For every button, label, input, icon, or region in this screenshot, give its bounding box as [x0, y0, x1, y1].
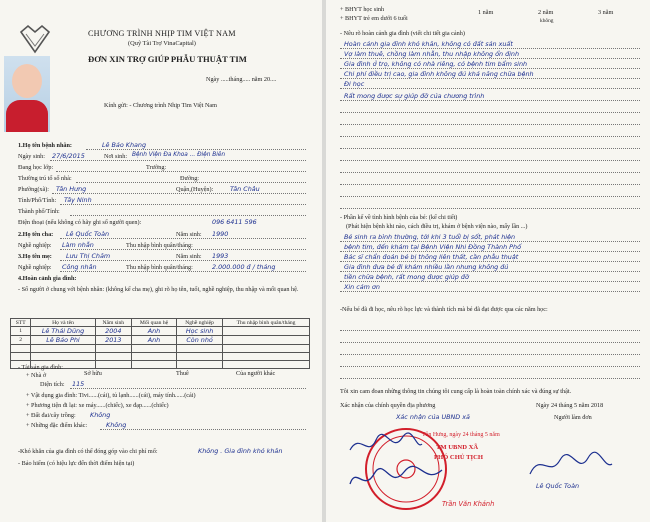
- bhyt-student: + BHYT học sinh: [340, 6, 385, 13]
- rent-label: Thuê: [176, 370, 189, 377]
- reason-title: - Nêu rõ hoàn cảnh gia đình (viết chi tiết gia cảnh): [340, 30, 465, 37]
- household-items: + Vật dụng gia đình: Tivi......(cái), tủ lạnh......(cái), máy tính......(cái): [26, 392, 196, 399]
- father-income-label: Thu nhập bình quân/tháng:: [126, 242, 193, 249]
- reason-line: Rất mong được sự giúp đỡ của chương trình: [344, 92, 485, 100]
- city-label: Thành phố/Tỉnh:: [18, 208, 60, 215]
- form-page-left: [0, 0, 322, 522]
- table-cell: 2004: [95, 327, 131, 336]
- year-option-3: 3 năm: [598, 9, 614, 16]
- district-value: Tân Châu: [230, 185, 260, 193]
- confirm-label: Xác nhận của chính quyền địa phương: [340, 402, 436, 409]
- mother-income-label: Thu nhập bình quân/tháng:: [126, 264, 193, 271]
- section-father: 2.Họ tên cha:: [18, 231, 54, 238]
- reason-line: Đi học: [344, 80, 365, 88]
- table-cell: Còn nhỏ: [177, 336, 223, 345]
- year-option-1: 1 năm: [478, 9, 494, 16]
- table-header: STT: [11, 319, 31, 327]
- applicant-label: Người làm đơn: [554, 414, 592, 421]
- transport-items: + Phương tiện đi lại: xe máy......(chiếc), xe đạp......(chiếc): [26, 402, 169, 409]
- table-cell: 1: [11, 327, 31, 336]
- father-job: Làm nhẫn: [62, 241, 94, 249]
- section-family: 4.Hoàn cảnh gia đình:: [18, 275, 77, 282]
- stamp-organization: TM UBND XÃ: [436, 444, 479, 451]
- reason-line: Hoàn cảnh gia đình khó khăn, không có đất sản xuất: [344, 40, 513, 48]
- signature-officer: [346, 430, 426, 460]
- own-label: Sở hữu: [84, 370, 102, 377]
- form-date: Ngày .....tháng..... năm 20....: [206, 76, 277, 83]
- history-line: Bé sinh ra bình thường, tới khi 3 tuổi bị sốt, phát hiện: [344, 233, 515, 241]
- birthplace-value: Bệnh Viện Đa Khoa ... Điện Biên: [132, 152, 226, 158]
- other-label: Của người khác: [236, 370, 276, 377]
- insurance-none: không: [540, 18, 554, 24]
- father-year-label: Năm sinh:: [176, 231, 202, 238]
- confirm-handwritten: Xác nhận của UBND xã: [396, 413, 470, 421]
- history-line: Xin cảm ơn: [344, 283, 380, 291]
- mother-year: 1993: [212, 252, 229, 260]
- father-year: 1990: [212, 230, 229, 238]
- land-label: + Đất đai/cây trồng:: [26, 412, 76, 419]
- ward-value: Tân Hưng: [56, 185, 87, 193]
- table-cell: [223, 336, 310, 345]
- school-label: Trường:: [146, 164, 167, 171]
- table-header: Họ và tên: [31, 319, 95, 327]
- table-cell: Anh: [131, 336, 176, 345]
- table-cell: [223, 327, 310, 336]
- table-header: Mối quan hệ: [131, 319, 176, 327]
- history-line: Bác sĩ chẩn đoán bé bị thông liên thất, cần phẫu thuật: [344, 253, 519, 261]
- assets-label: - Tài sản gia đình:: [18, 364, 63, 371]
- ward-label: Phường(xã):: [18, 186, 50, 193]
- special-label: + Những đặc điểm khác:: [26, 422, 88, 429]
- signing-date: Ngày 24 tháng 5 năm 2018: [536, 402, 604, 409]
- program-subtitle: (Quỹ Tài Trợ VinaCapital): [128, 40, 196, 47]
- class-label: Đang học lớp:: [18, 164, 54, 171]
- patient-photo: [4, 56, 50, 132]
- insurance-label: - Bảo hiểm (có hiệu lực đến thời điểm hiện tại): [18, 460, 135, 467]
- section-patient: 1.Họ tên bệnh nhân:: [18, 142, 72, 149]
- school-title: -Nếu bé đã đi học, nêu rõ học lực và thành tích mà bé đã đạt được qua các năm học:: [340, 306, 548, 313]
- special-value: Không: [106, 421, 127, 429]
- reason-line: Vợ làm thuê, chồng làm nhẫn, thu nhập không ổn định: [344, 50, 520, 58]
- history-line: Gia đình đưa bé đi khám nhiều lần nhưng không đủ: [344, 263, 509, 271]
- addressee: Kính gửi: - Chương trình Nhịp Tim Việt Nam: [104, 102, 217, 109]
- table-cell: Học sinh: [177, 327, 223, 336]
- father-name: Lê Quốc Toàn: [66, 230, 110, 238]
- history-line: tiền chữa bệnh, rất mong được giúp đỡ: [344, 273, 469, 281]
- province-value: Tây Ninh: [64, 196, 92, 204]
- dob-label: Ngày sinh:: [18, 153, 45, 160]
- land-value: Không: [90, 411, 111, 419]
- program-title: CHƯƠNG TRÌNH NHỊP TIM VIỆT NAM: [88, 29, 236, 38]
- bhyt-child: + BHYT trẻ em dưới 6 tuổi: [340, 15, 408, 22]
- history-line: bệnh tim, đến khám tại Bệnh Viện Nhi Đồng Thành Phố: [344, 243, 521, 251]
- section-mother: 3.Họ tên mẹ:: [18, 253, 52, 260]
- difficulty-label: -Khó khăn của gia đình có thể đóng góp vào chi phí mổ:: [18, 448, 158, 455]
- table-cell: Lê Thái Dũng: [31, 327, 95, 336]
- address-label: Thường trú tổ số nhà:: [18, 175, 72, 182]
- table-header: Nghề nghiệp: [177, 319, 223, 327]
- form-title: ĐƠN XIN TRỢ GIÚP PHẪU THUẬT TIM: [88, 54, 247, 64]
- table-cell: Anh: [131, 327, 176, 336]
- table-cell: 2: [11, 336, 31, 345]
- mother-income: 2.000.000 đ / tháng: [212, 263, 276, 271]
- household-table: [10, 318, 310, 369]
- difficulty-value: Không . Gia đình khó khăn: [198, 447, 283, 455]
- form-page-right: [326, 0, 650, 522]
- area-label: Diện tích:: [40, 381, 65, 388]
- year-option-2: 2 năm: [538, 9, 554, 16]
- table-row: [11, 336, 310, 345]
- table-header: Năm sinh: [95, 319, 131, 327]
- table-cell: 2013: [95, 336, 131, 345]
- phone-label: Điện thoại (nếu không có hãy ghi số người quen):: [18, 219, 142, 226]
- applicant-name: Lê Quốc Toàn: [536, 482, 580, 490]
- stamp-title: PHÓ CHỦ TỊCH: [434, 454, 483, 461]
- mother-year-label: Năm sinh:: [176, 253, 202, 260]
- table-cell: Lê Bảo Phi: [31, 336, 95, 345]
- table-header: Thu nhập bình quân/tháng: [223, 319, 310, 327]
- area-value: 115: [72, 380, 85, 388]
- table-row: [11, 353, 310, 361]
- table-row: [11, 345, 310, 353]
- dob-value: 27/6/2015: [52, 152, 85, 160]
- province-label: Tỉnh/Phố/Tỉnh:: [18, 197, 57, 204]
- table-row: [11, 327, 310, 336]
- reason-line: Gia đình ở trọ, không có nhà riêng, có bệnh tim bẩm sinh: [344, 60, 528, 68]
- house-label: + Nhà ở: [26, 372, 47, 379]
- heart-program-logo: [18, 22, 52, 56]
- street-label: Đường:: [180, 175, 200, 182]
- stamp-place-date: Tân Hưng, ngày 24 tháng 5 năm: [422, 432, 500, 438]
- signature-vice-chair: [346, 460, 446, 496]
- history-subtitle: (Phát hiện bệnh khi nào, cách điều trị, khám ở bệnh viện nào, mấy lần ...): [346, 223, 528, 230]
- mother-job-label: Nghề nghiệp:: [18, 264, 52, 271]
- household-note: - Số người ở chung với bệnh nhân: (không kể cha mẹ), ghi rõ họ tên, tuổi, nghề nghiệp, thu nhập và mối quan hệ.: [18, 286, 299, 293]
- father-job-label: Nghề nghiệp:: [18, 242, 52, 249]
- birthplace-label: Nơi sinh:: [104, 153, 128, 160]
- commitment-text: Tôi xin cam đoan những thông tin chúng tôi cung cấp là hoàn toàn chính xác và đúng sự thật.: [340, 388, 572, 395]
- patient-name: Lê Bảo Khang: [102, 141, 147, 149]
- signature-applicant: [526, 448, 616, 484]
- history-title: - Phần kể về tình hình bệnh của bé: (kể chi tiết): [340, 214, 458, 221]
- reason-line: Chi phí điều trị cao, gia đình không đủ khả năng chữa bệnh: [344, 70, 534, 78]
- mother-name: Lưu Thị Chăm: [66, 252, 111, 260]
- district-label: Quận,(Huyện):: [176, 186, 214, 193]
- officer-name: Trần Văn Khánh: [442, 500, 495, 508]
- mother-job: Công nhân: [62, 263, 97, 271]
- phone-value: 096 6411 596: [212, 218, 257, 226]
